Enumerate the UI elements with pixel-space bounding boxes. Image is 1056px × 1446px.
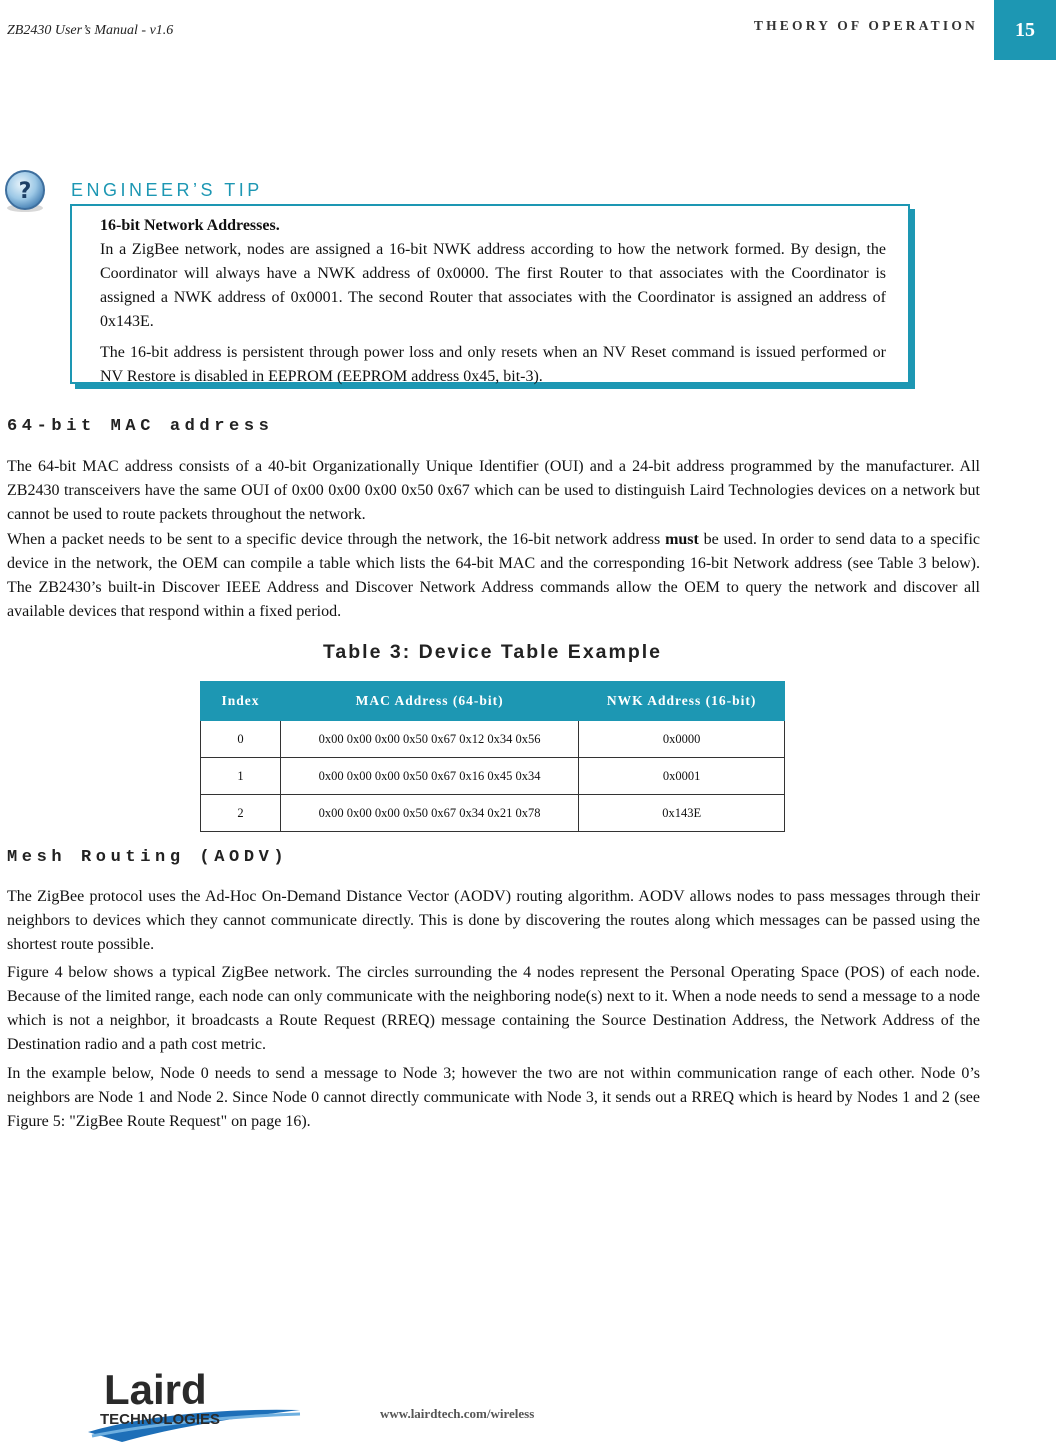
tip-paragraph-2: The 16-bit address is persistent through power loss and only resets when an NV Reset command is issued performed or NV Restore is disabled in EEPROM (EEPROM address 0x45, bit-3).: [100, 344, 886, 385]
table-header-row: [201, 682, 785, 721]
logo-subtext: TECHNOLOGIES: [100, 1411, 221, 1428]
mesh-paragraph-3: In the example below, Node 0 needs to send a message to Node 3; however the two are not within communication range of each other. Node 0’s neighbors are Node 1 and Node 2. Since Node 0 cannot directly communicate with Node 3, it sends out a RREQ which is heard by Nodes 1 and 2 (see Figure 5: "ZigBee Route Request" on page 16).: [7, 1065, 980, 1130]
footer-url[interactable]: www.lairdtech.com/wireless: [380, 1406, 535, 1421]
table-caption: Table 3: Device Table Example: [322, 641, 663, 663]
header-mac-address: MAC Address (64-bit): [280, 682, 578, 721]
question-icon: [2, 168, 48, 214]
cell-nwk-address: 0x0000: [579, 721, 785, 758]
device-table: [200, 681, 785, 832]
cell-nwk-address: 0x0001: [579, 758, 785, 795]
laird-logo: [82, 1366, 304, 1444]
tip-heading: 16-bit Network Addresses.: [100, 217, 280, 234]
tip-box: [70, 204, 910, 384]
cell-nwk-address: 0x143E: [579, 795, 785, 832]
cell-index: 0: [201, 721, 281, 758]
mac-paragraph-1: The 64-bit MAC address consists of a 40-bit Organizationally Unique Identifier (OUI) and a 24-bit address programmed by the manufacturer. All ZB2430 transceivers have the same OUI of 0x00 0x00 0x00 0x50 0x67 which can be used to distinguish Laird Technologies devices on a network but cannot be used to route packets throughout the network.: [7, 458, 980, 523]
page-number: 15: [1015, 18, 1035, 41]
mesh-paragraph-1: The ZigBee protocol uses the Ad-Hoc On-Demand Distance Vector (AODV) routing algorithm. AODV allows nodes to pass messages through their neighbors to devices which they cannot communicate directly. This is done by discovering the routes along which messages can be passed using the shortest route possible.: [7, 888, 980, 953]
cell-index: 1: [201, 758, 281, 795]
mesh-section-heading: Mesh Routing (AODV): [7, 848, 289, 867]
tip-title: ENGINEER’S TIP: [71, 180, 263, 200]
mesh-paragraph-2: Figure 4 below shows a typical ZigBee network. The circles surrounding the 4 nodes represent the Personal Operating Space (POS) of each node. Because of the limited range, each node can only communicate with the neighboring node(s) next to it. When a node needs to send a message to a node which is not a neighbor, it broadcasts a Route Request (RREQ) message containing the Source Destination Address, the Network Address of the Destination radio and a path cost metric.: [7, 964, 980, 1053]
mac-paragraph-2-emphasis: must: [665, 531, 699, 548]
cell-mac-address: 0x00 0x00 0x00 0x50 0x67 0x12 0x34 0x56: [280, 721, 578, 758]
cell-mac-address: 0x00 0x00 0x00 0x50 0x67 0x16 0x45 0x34: [280, 758, 578, 795]
page-number-tab: [994, 0, 1056, 60]
mac-paragraph-2-end: be used. In order to send data to a specific device in the network, the OEM can compile a table which lists the 64-bit MAC and the corresponding 16-bit Network address (see Table 3 below). The ZB2430’s built-in Discover IEEE Address and Discover Network Address commands allow the OEM to query the network and discover all available devices that respond within a fixed period.: [7, 531, 981, 620]
mac-paragraph-2-start: When a packet needs to be sent to a specific device through the network, the 16-bit network address: [7, 531, 666, 548]
cell-index: 2: [201, 795, 281, 832]
table-row: [201, 721, 785, 758]
table-row: [201, 795, 785, 832]
table-row: [201, 758, 785, 795]
header-nwk-address: NWK Address (16-bit): [579, 682, 785, 721]
svg-text:?: ?: [18, 179, 32, 204]
section-title: THEORY OF OPERATION: [753, 18, 978, 33]
logo-wordmark: Laird: [104, 1366, 207, 1413]
tip-paragraph-1: In a ZigBee network, nodes are assigned a 16-bit NWK address according to how the network formed. By design, the Coordinator will always have a NWK address of 0x0000. The first Router to that associates with the Coordinator is assigned a NWK address of 0x0001. The second Router that associates with the Coordinator is assigned an address of 0x143E.: [100, 241, 886, 330]
mac-paragraph-2: [7, 528, 980, 624]
cell-mac-address: 0x00 0x00 0x00 0x50 0x67 0x34 0x21 0x78: [280, 795, 578, 832]
mac-section-heading: 64-bit MAC address: [7, 417, 274, 436]
manual-title: ZB2430 User’s Manual - v1.6: [7, 23, 174, 38]
header-index: Index: [201, 682, 281, 721]
